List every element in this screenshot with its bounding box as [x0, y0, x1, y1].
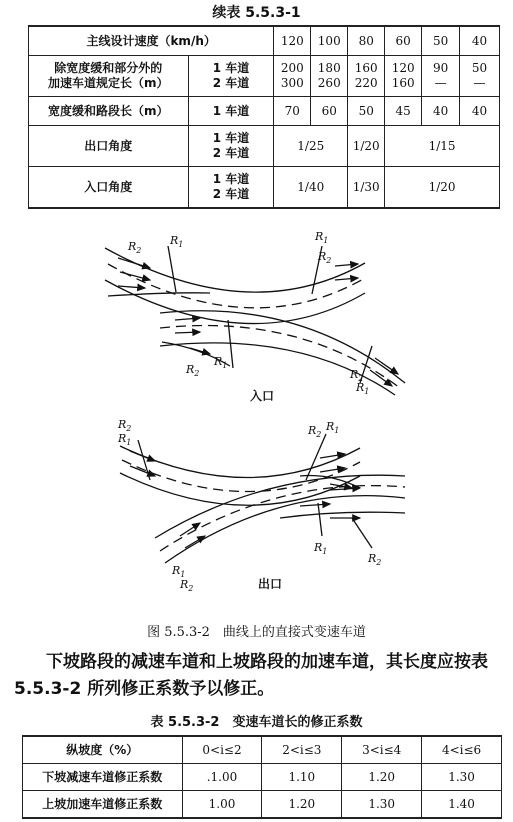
taper-lane: 1 车道 [188, 97, 274, 126]
downhill-label: 下坡减速车道修正系数 [23, 764, 183, 791]
accel-cell: 90 — [422, 56, 460, 97]
entry-label: 入口角度 [29, 167, 189, 209]
entry-bottom-road [160, 311, 405, 395]
r1-label: $R_1$ [315, 230, 329, 245]
r1-label: $R_1$ [172, 564, 186, 579]
accel-cell: 160 220 [348, 56, 385, 97]
r2-label: $R_2$ [180, 578, 194, 593]
speed-cell: 40 [460, 26, 500, 56]
accel-cell: 50 — [460, 56, 500, 97]
entry-cell: 1/20 [385, 167, 500, 209]
grade-header: 纵坡度（%） [23, 736, 183, 764]
factor-cell: 1.10 [262, 764, 342, 791]
lane-1: 1 车道 [212, 61, 250, 75]
factor-cell: 1.20 [262, 791, 342, 819]
r1-label: $R_1$ [118, 432, 132, 447]
grade-range: 4<i≤6 [422, 736, 502, 764]
r1-label: $R_1$ [314, 541, 328, 556]
speed-row [29, 26, 500, 56]
table2-caption: 表 5.5.3-2 变速车道长的修正系数 [150, 715, 363, 730]
entry-label: 入口 [250, 389, 275, 403]
lane-count: 1 车道 2 车道 [188, 167, 274, 209]
speed-cell: 80 [348, 26, 385, 56]
exit-ramp-edge-2 [280, 512, 405, 518]
uphill-label: 上坡加速车道修正系数 [23, 791, 183, 819]
exit-angle-row [29, 126, 500, 167]
curved-lane-diagram [0, 218, 513, 618]
grade-range: 0<i≤2 [182, 736, 262, 764]
r1-label: $R_1$ [356, 381, 370, 396]
r1-label: $R_1$ [214, 355, 228, 370]
factor-cell: .1.00 [182, 764, 262, 791]
accel-lane-table [28, 25, 500, 209]
factor-cell: 1.40 [422, 791, 502, 819]
entry-ramp-edge [108, 293, 210, 296]
r1-label: $R_1$ [326, 420, 340, 435]
lane-2: 2 车道 [212, 76, 250, 90]
taper-cell: 40 [422, 97, 460, 126]
taper-label: 宽度缓和路段长（m） [29, 97, 189, 126]
taper-cell: 45 [385, 97, 422, 126]
accel-label-line1: 除宽度缓和部分外的 [54, 61, 163, 75]
grade-range: 2<i≤3 [262, 736, 342, 764]
r2-label: $R_2$ [186, 363, 200, 378]
factor-cell: 1.30 [422, 764, 502, 791]
speed-cell: 120 [274, 26, 311, 56]
entry-angle-row [29, 167, 500, 209]
r2-label: $R_2$ [318, 250, 332, 265]
grade-range: 3<i≤4 [342, 736, 422, 764]
speed-cell: 100 [311, 26, 348, 56]
exit-label: 出口角度 [29, 126, 189, 167]
exit-label: 出口 [258, 577, 283, 591]
entry-cell: 1/40 [274, 167, 348, 209]
exit-cell: 1/25 [274, 126, 348, 167]
r2-label: $R_2$ [350, 368, 364, 383]
figure-caption: 图 5.5.3-2 曲线上的直接式变速车道 [147, 625, 366, 640]
lane-count: 1 车道 2 车道 [188, 126, 274, 167]
exit-cell: 1/20 [348, 126, 385, 167]
downhill-decel-row [23, 764, 502, 791]
grade-header-row [23, 736, 502, 764]
factor-cell: 1.20 [342, 764, 422, 791]
r1-label: $R_1$ [170, 234, 184, 249]
exit-bottom-road [155, 475, 405, 563]
speed-label: 主线设计速度（km/h） [29, 26, 274, 56]
exit-cell: 1/15 [385, 126, 500, 167]
accel-cell: 120 160 [385, 56, 422, 97]
body-paragraph: 下坡路段的减速车道和上坡路段的加速车道，其长度应按表 5.5.3-2 所列修正系数予以修正。 [14, 652, 488, 699]
table1-caption: 续表 5.5.3-1 [212, 5, 301, 21]
r2-label: $R_2$ [128, 240, 142, 255]
r2-label: $R_2$ [368, 552, 382, 567]
factor-cell: 1.00 [182, 791, 262, 819]
uphill-accel-row [23, 791, 502, 819]
exit-top-road [120, 434, 360, 505]
taper-cell: 70 [274, 97, 311, 126]
factor-cell: 1.30 [342, 791, 422, 819]
correction-factor-table [22, 735, 502, 819]
speed-cell: 60 [385, 26, 422, 56]
speed-cell: 50 [422, 26, 460, 56]
accel-length-label [29, 56, 189, 97]
accel-cell: 200 300 [274, 56, 311, 97]
accel-length-row [29, 56, 500, 97]
accel-label-line2: 加速车道规定长（m） [48, 76, 169, 90]
taper-cell: 40 [460, 97, 500, 126]
entry-cell: 1/30 [348, 167, 385, 209]
lane-count [188, 56, 274, 97]
taper-cell: 50 [348, 97, 385, 126]
r2-label: $R_2$ [118, 418, 132, 433]
taper-cell: 60 [311, 97, 348, 126]
accel-cell: 180 260 [311, 56, 348, 97]
taper-row [29, 97, 500, 126]
r2-label: $R_2$ [308, 424, 322, 439]
